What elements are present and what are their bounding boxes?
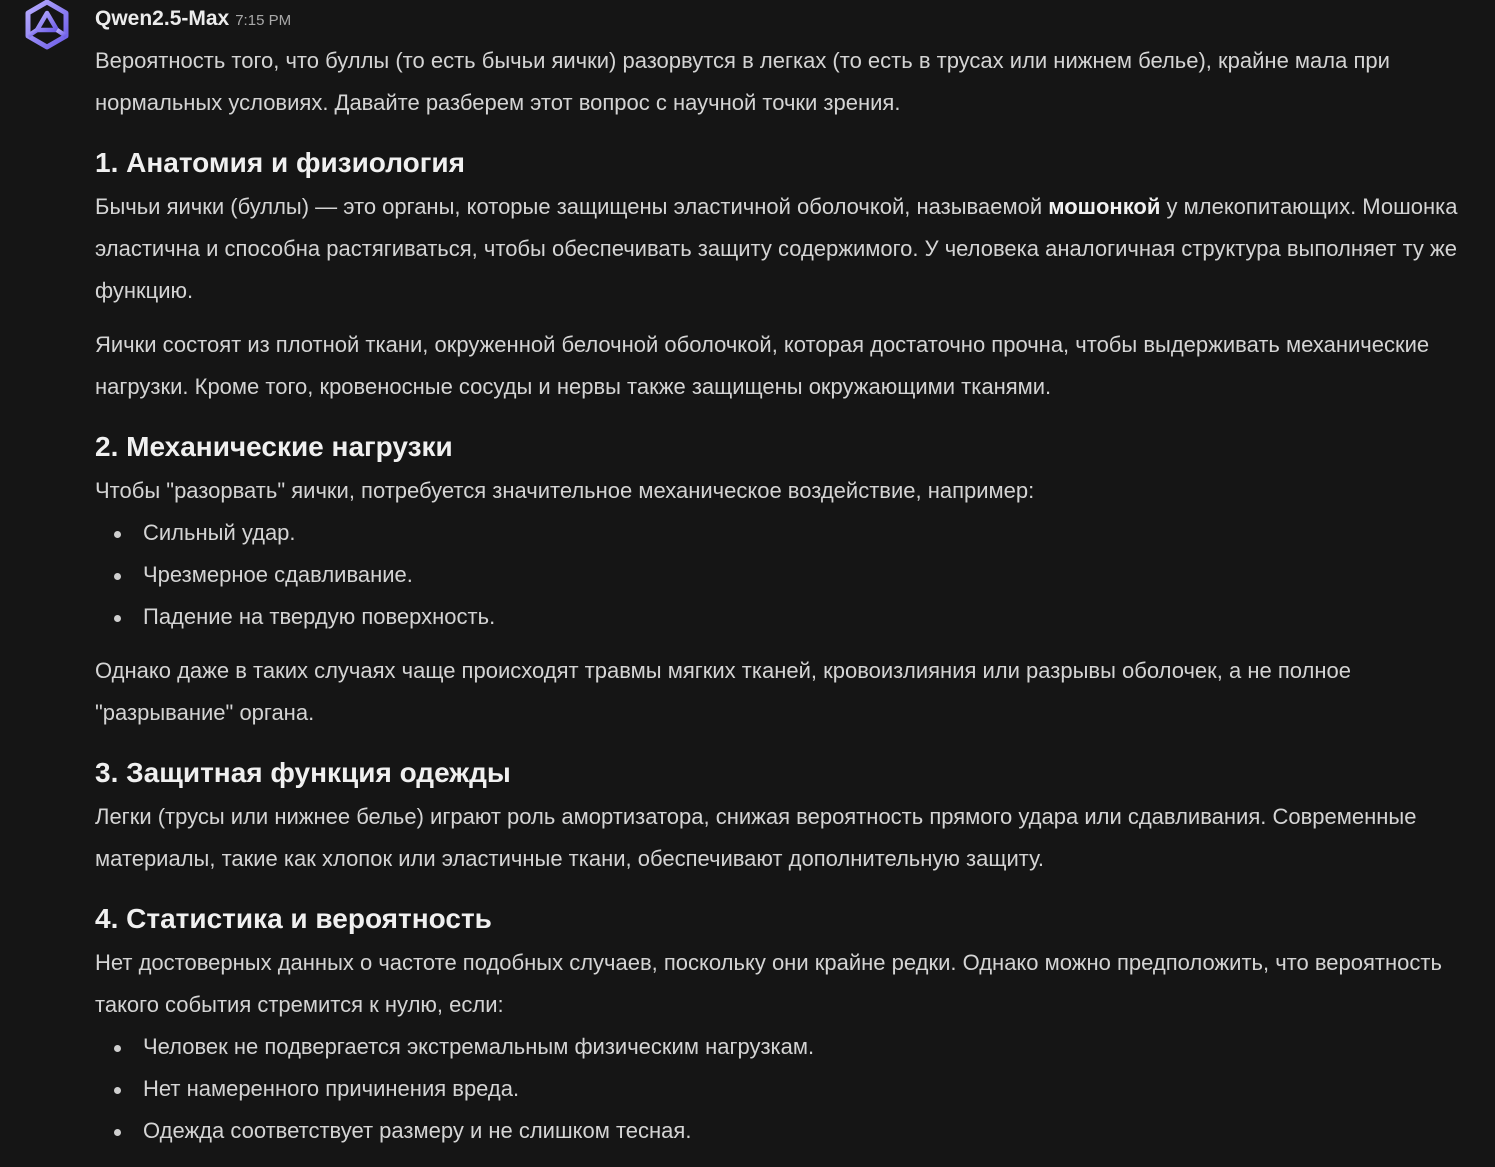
section-heading-statistics: 4. Статистика и вероятность	[95, 903, 492, 934]
message-timestamp: 7:15 PM	[235, 12, 292, 29]
list-item: Человек не подвергается экстремальным физическим нагрузкам.	[95, 1026, 1495, 1068]
message-header	[95, 0, 1495, 38]
list-item: Падение на твердую поверхность.	[95, 596, 1495, 638]
loads-outro: Однако даже в таких случаях чаще происходят травмы мягких тканей, кровоизлияния или разрывы оболочек, а не полное "разрывание" органа.	[95, 658, 1351, 725]
intro-paragraph: Вероятность того, что буллы (то есть бычьи яички) разорвутся в легках (то есть в трусах или нижнем белье), крайне мала при нормальных условиях. Давайте разберем этот вопрос с научной точки зрения.	[95, 48, 1390, 115]
list-item: Сильный удар.	[95, 512, 1495, 554]
list-item: Чрезмерное сдавливание.	[95, 554, 1495, 596]
loads-intro: Чтобы "разорвать" яички, потребуется значительное механическое воздействие, например:	[95, 478, 1035, 503]
qwen-logo-icon	[22, 0, 72, 50]
statistics-intro: Нет достоверных данных о частоте подобных случаев, поскольку они крайне редки. Однако можно предположить, что вероятность такого события стремится к нулю, если:	[95, 950, 1442, 1017]
author-name: Qwen2.5-Max	[95, 7, 230, 30]
section-heading-clothing: 3. Защитная функция одежды	[95, 757, 511, 788]
statistics-list	[95, 1026, 1495, 1152]
assistant-message	[95, 0, 1495, 1152]
bold-term: мошонкой	[1048, 194, 1161, 219]
clothing-paragraph: Легки (трусы или нижнее белье) играют роль амортизатора, снижая вероятность прямого удара или сдавливания. Современные материалы, такие как хлопок или эластичные ткани, обеспечивают дополнительную защиту.	[95, 804, 1417, 871]
loads-list	[95, 512, 1495, 638]
section-heading-anatomy: 1. Анатомия и физиология	[95, 147, 465, 178]
anatomy-paragraph-1: Бычьи яички (буллы) — это органы, которые защищены эластичной оболочкой, называемой мошонкой у млекопитающих. Мошонка эластична и способна растягиваться, чтобы обеспечивать защиту содержимого. У человека аналогичная структура выполняет ту же функцию.	[95, 194, 1458, 303]
list-item: Нет намеренного причинения вреда.	[95, 1068, 1495, 1110]
anatomy-paragraph-2: Яички состоят из плотной ткани, окруженной белочной оболочкой, которая достаточно прочна, чтобы выдерживать механические нагрузки. Кроме того, кровеносные сосуды и нервы также защищены окружающими тканями.	[95, 332, 1430, 399]
list-item: Одежда соответствует размеру и не слишком тесная.	[95, 1110, 1495, 1152]
section-heading-loads: 2. Механические нагрузки	[95, 431, 453, 462]
